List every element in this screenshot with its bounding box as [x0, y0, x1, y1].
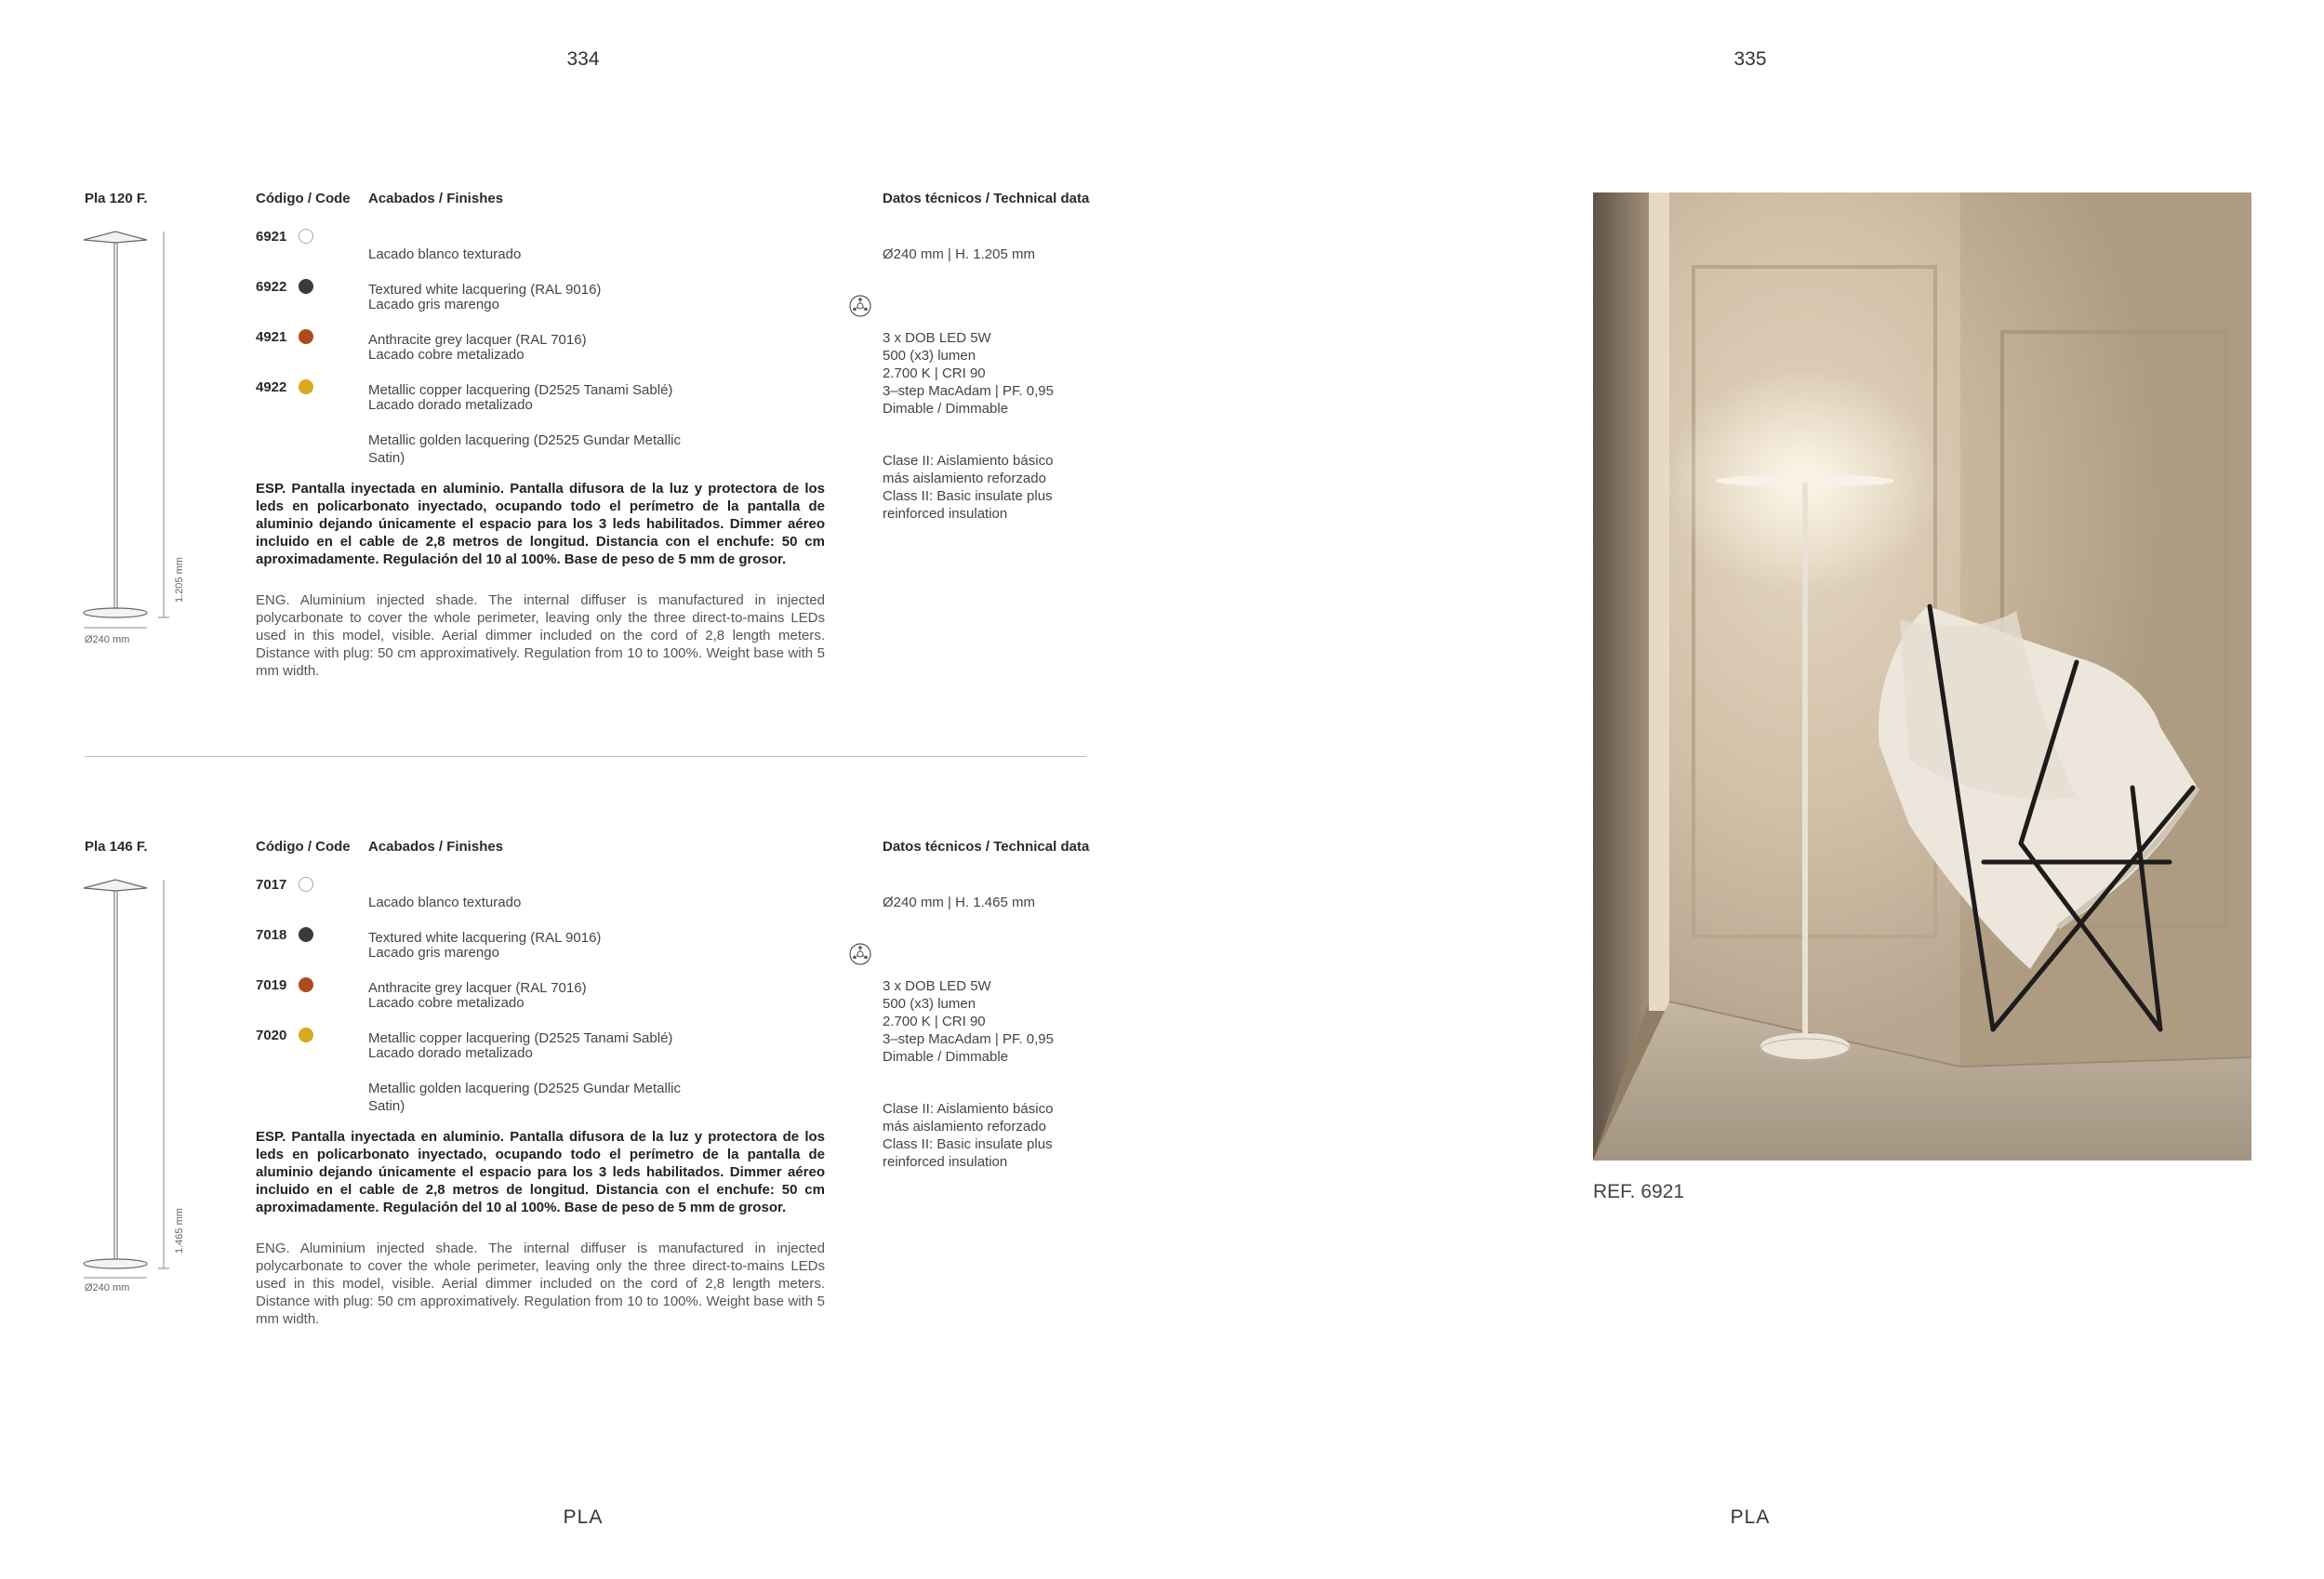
description-english: ENG. Aluminium injected shade. The internal diffuser is manufactured in injected polycarbonate to cover the whole perimeter, leaving only the three direct-to-mains LEDs used in this model, visible. Aerial dimmer included on the cord of 2,8 length meters. Distance with plug: 50 cm approximatively. Regulation from 10 to 100%. Weight base with 5 mm width. — [256, 592, 825, 679]
lamp-drawing — [80, 876, 229, 1294]
finish-name-es: Lacado gris marengo — [368, 297, 499, 312]
finish-code: 6921 — [256, 229, 287, 245]
finish-code: 4922 — [256, 379, 287, 395]
finish-list — [368, 876, 852, 1114]
finish-name-es: Lacado cobre metalizado — [368, 995, 525, 1011]
finish-code-row — [256, 278, 367, 328]
tech-led-text: 3 x DOB LED 5W 500 (x3) lumen 2.700 K | CRI 90 3–step MacAdam | PF. 0,95 Dimable / Dimmable — [883, 978, 1054, 1065]
finishes-heading: Acabados / Finishes — [368, 839, 504, 855]
tech-led — [883, 294, 1124, 418]
finish-color-swatch — [299, 877, 313, 892]
finish-name-en: Anthracite grey lacquer (RAL 7016) — [368, 980, 587, 996]
finish-color-swatch — [299, 329, 313, 344]
finish-code: 7018 — [256, 927, 287, 943]
height-label: 1.465 mm — [174, 1208, 185, 1254]
tech-insulation: Clase II: Aislamiento básico más aislamiento reforzado Class II: Basic insulate plus reinforced insulation — [883, 453, 1054, 522]
floor-lamp-and-butterfly-chair-photo — [1593, 192, 2251, 1161]
tech-led-text: 3 x DOB LED 5W 500 (x3) lumen 2.700 K | CRI 90 3–step MacAdam | PF. 0,95 Dimable / Dimmable — [883, 330, 1054, 417]
left-page-footer: PLA — [563, 1506, 604, 1528]
finish-code: 6922 — [256, 279, 287, 295]
finish-code-row — [256, 228, 367, 278]
tech-data — [883, 228, 1124, 540]
finish-name-en: Metallic copper lacquering (D2525 Tanami Sablé) — [368, 1030, 673, 1046]
finish-name-en: Anthracite grey lacquer (RAL 7016) — [368, 332, 587, 348]
finishes-heading: Acabados / Finishes — [368, 191, 504, 206]
model-name: Pla 146 F. — [85, 839, 148, 855]
floor-lamp-line-icon — [80, 876, 229, 1285]
code-heading: Código / Code — [256, 839, 351, 855]
finish-name-en: Metallic golden lacquering (D2525 Gundar Metallic Satin) — [368, 1081, 682, 1114]
description-english: ENG. Aluminium injected shade. The internal diffuser is manufactured in injected polycarbonate to cover the whole perimeter, leaving only the three direct-to-mains LEDs used in this model, visible. Aerial dimmer included on the cord of 2,8 length meters. Distance with plug: 50 cm approximatively. Regulation from 10 to 100%. Weight base with 5 mm width. — [256, 1241, 825, 1327]
finish-name-es: Lacado blanco texturado — [368, 895, 522, 910]
right-page-footer: PLA — [1730, 1506, 1771, 1528]
height-dimension — [169, 1181, 188, 1255]
finish-code: 7019 — [256, 977, 287, 993]
code-list — [256, 876, 367, 1077]
height-dimension — [169, 530, 188, 604]
finish-code-row — [256, 876, 367, 926]
finish-row — [368, 876, 852, 946]
finish-color-swatch — [299, 927, 313, 942]
finish-name-en: Textured white lacquering (RAL 9016) — [368, 930, 602, 946]
tech-heading: Datos técnicos / Technical data — [883, 191, 1090, 206]
photo-caption: REF. 6921 — [1593, 1181, 1685, 1202]
diameter-label: Ø240 mm — [85, 634, 130, 645]
tech-heading: Datos técnicos / Technical data — [883, 839, 1090, 855]
tech-dimensions: Ø240 mm | H. 1.465 mm — [883, 895, 1035, 910]
height-label: 1.205 mm — [174, 557, 185, 603]
diameter-label: Ø240 mm — [85, 1282, 130, 1294]
finish-code-row — [256, 976, 367, 1027]
description-spanish: ESP. Pantalla inyectada en aluminio. Pantalla difusora de la luz y protectora de los leds en policarbonato inyectado, ocupando todo el perímetro de la pantalla de aluminio dejando únicamente el espacio para los 3 leds habilitados. Dimmer aéreo incluido en el cable de 2,8 metros de longitud. Distancia con el enchufe: 50 cm aproximadamente. Regulación del 10 al 100%. Base de peso de 5 mm de grosor. — [256, 1129, 825, 1215]
finish-code: 7020 — [256, 1028, 287, 1043]
finish-name-en: Metallic copper lacquering (D2525 Tanami Sablé) — [368, 382, 673, 398]
finish-color-swatch — [299, 379, 313, 394]
product-photo — [1593, 192, 2251, 1161]
led-chip-icon — [848, 942, 872, 966]
finish-name-en: Metallic golden lacquering (D2525 Gundar Metallic Satin) — [368, 432, 682, 466]
finish-name-es: Lacado dorado metalizado — [368, 397, 533, 413]
finish-code-row — [256, 926, 367, 976]
finish-row — [368, 228, 852, 298]
finish-color-swatch — [299, 1028, 313, 1042]
finish-name-es: Lacado blanco texturado — [368, 246, 522, 262]
left-page-number: 334 — [566, 48, 600, 70]
finish-code-row — [256, 1027, 367, 1077]
finish-color-swatch — [299, 977, 313, 992]
finish-name-es: Lacado cobre metalizado — [368, 347, 525, 363]
tech-led — [883, 942, 1124, 1066]
lamp-drawing — [80, 228, 229, 645]
tech-insulation: Clase II: Aislamiento básico más aislamiento reforzado Class II: Basic insulate plus reinforced insulation — [883, 1101, 1054, 1170]
section-divider — [85, 756, 1086, 757]
description-spanish: ESP. Pantalla inyectada en aluminio. Pantalla difusora de la luz y protectora de los leds en policarbonato inyectado, ocupando todo el perímetro de la pantalla de aluminio dejando únicamente el espacio para los 3 leds habilitados. Dimmer aéreo incluido en el cable de 2,8 metros de longitud. Distancia con el enchufe: 50 cm aproximadamente. Regulación del 10 al 100%. Base de peso de 5 mm de grosor. — [256, 481, 825, 567]
finish-name-es: Lacado gris marengo — [368, 945, 499, 961]
tech-dimensions: Ø240 mm | H. 1.205 mm — [883, 246, 1035, 262]
floor-lamp-line-icon — [80, 228, 229, 637]
finish-color-swatch — [299, 279, 313, 294]
finish-name-en: Textured white lacquering (RAL 9016) — [368, 282, 602, 298]
finish-code: 4921 — [256, 329, 287, 345]
led-chip-icon — [848, 294, 872, 318]
code-list — [256, 228, 367, 429]
finish-list — [368, 228, 852, 466]
finish-name-es: Lacado dorado metalizado — [368, 1045, 533, 1061]
finish-code-row — [256, 328, 367, 378]
right-page-number: 335 — [1733, 48, 1767, 70]
finish-code: 7017 — [256, 877, 287, 893]
code-heading: Código / Code — [256, 191, 351, 206]
model-name: Pla 120 F. — [85, 191, 148, 206]
tech-data — [883, 876, 1124, 1188]
finish-color-swatch — [299, 229, 313, 244]
finish-code-row — [256, 378, 367, 429]
